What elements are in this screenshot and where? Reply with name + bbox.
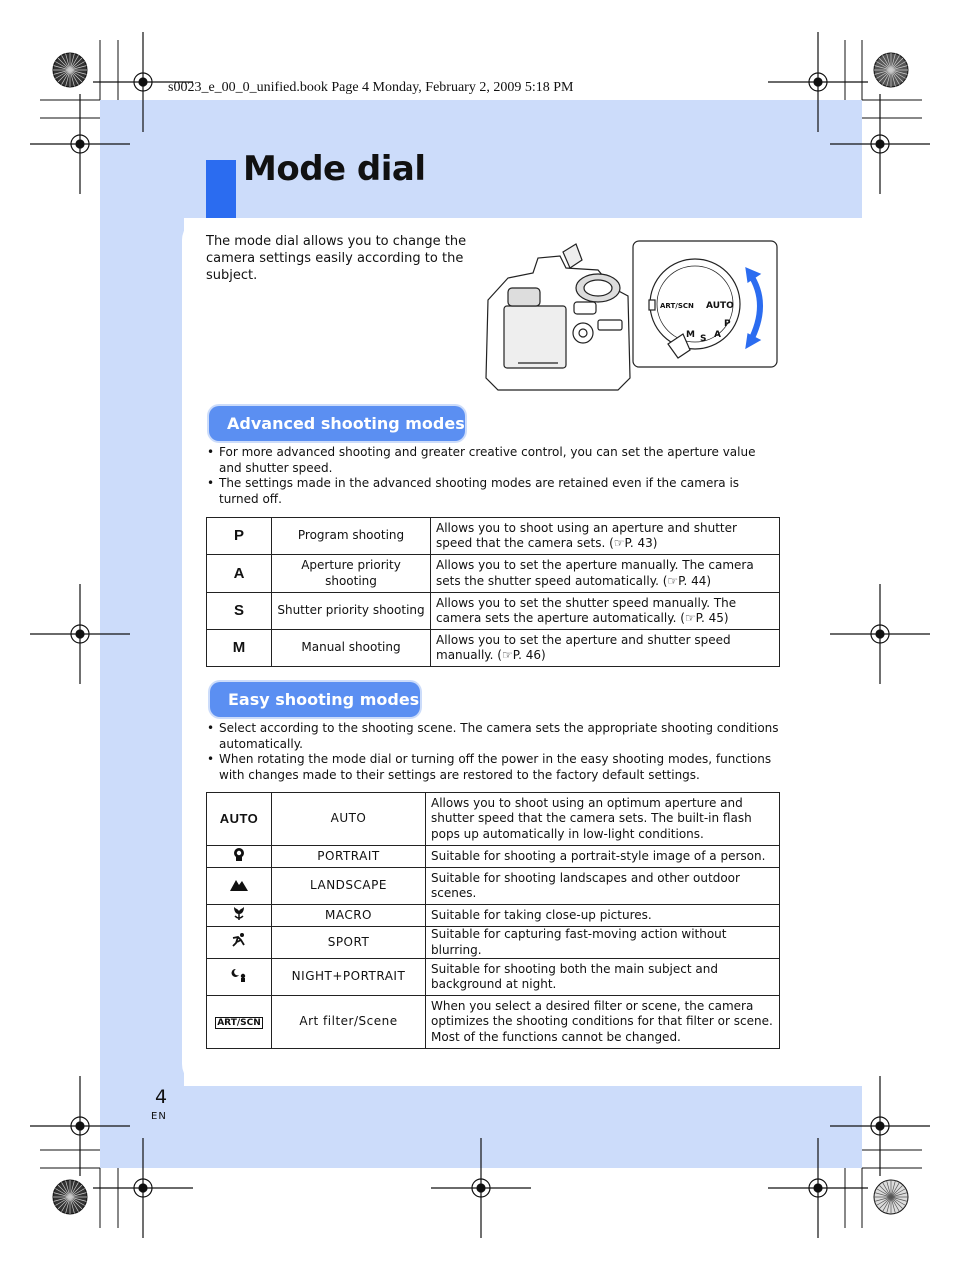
table-row bbox=[207, 630, 780, 667]
table-row bbox=[207, 593, 780, 630]
table-row bbox=[207, 927, 780, 959]
mode-name: PORTRAIT bbox=[272, 846, 426, 868]
title-accent-bar bbox=[206, 160, 236, 218]
advanced-bullets bbox=[206, 445, 780, 507]
registration-mark bbox=[768, 32, 868, 132]
registration-mark bbox=[30, 584, 130, 684]
auto-icon bbox=[207, 793, 272, 846]
mode-symbol: A bbox=[207, 555, 272, 593]
table-row bbox=[207, 555, 780, 593]
mode-name: Manual shooting bbox=[272, 630, 431, 667]
color-target-mark bbox=[874, 53, 908, 87]
mode-dial-zoom bbox=[633, 241, 777, 367]
intro-text: The mode dial allows you to change the camera settings easily according to the subject. bbox=[206, 234, 467, 283]
file-info-header: s0023_e_00_0_unified.book Page 4 Monday, February 2, 2009 5:18 PM bbox=[168, 80, 574, 95]
mode-name: NIGHT+PORTRAIT bbox=[272, 959, 426, 996]
color-target-mark bbox=[53, 53, 87, 87]
art-scn-symbol-text: ART/SCN bbox=[217, 1018, 261, 1029]
mode-description: Allows you to shoot using an aperture and shutter speed that the camera sets. (☞P. 43) bbox=[431, 518, 780, 555]
camera-body-drawing bbox=[486, 244, 630, 390]
camera-mode-dial-illustration bbox=[478, 238, 780, 396]
mode-name: Art filter/Scene bbox=[272, 996, 426, 1049]
mode-name: AUTO bbox=[272, 793, 426, 846]
bullet-item: • Select according to the shooting scene. The camera sets the appropriate shooting conditions automatically. bbox=[206, 721, 780, 752]
mode-description: Suitable for shooting a portrait-style image of a person. bbox=[426, 846, 780, 868]
bullet-item: • For more advanced shooting and greater creative control, you can set the aperture value and shutter speed. bbox=[206, 445, 780, 476]
night-portrait-icon bbox=[207, 959, 272, 996]
mode-description: When you select a desired filter or scene, the camera optimizes the shooting conditions for that filter or scene. Most of the functions cannot be changed. bbox=[426, 996, 780, 1049]
advanced-modes-heading: Advanced shooting modes bbox=[209, 406, 465, 441]
easy-modes-heading: Easy shooting modes bbox=[210, 682, 420, 717]
table-row bbox=[207, 518, 780, 555]
mode-description: Suitable for shooting both the main subject and background at night. bbox=[426, 959, 780, 996]
table-row bbox=[207, 959, 780, 996]
registration-mark bbox=[830, 1076, 930, 1176]
mode-name: MACRO bbox=[272, 905, 426, 927]
page-title: Mode dial bbox=[243, 149, 426, 189]
table-row bbox=[207, 868, 780, 905]
registration-mark bbox=[830, 94, 930, 194]
table-row bbox=[207, 905, 780, 927]
easy-bullets bbox=[206, 721, 780, 783]
table-row bbox=[207, 793, 780, 846]
mode-symbol: S bbox=[207, 593, 272, 630]
dial-label-a: A bbox=[714, 330, 721, 340]
mode-name: SPORT bbox=[272, 927, 426, 959]
bullet-item: • The settings made in the advanced shooting modes are retained even if the camera is turned off. bbox=[206, 476, 780, 507]
registration-mark bbox=[30, 94, 130, 194]
macro-icon bbox=[207, 905, 272, 927]
auto-symbol-text: AUTO bbox=[219, 810, 259, 826]
table-row bbox=[207, 996, 780, 1049]
mode-description: Allows you to set the aperture manually. The camera sets the shutter speed automatically. (☞P. 44) bbox=[431, 555, 780, 593]
mode-symbol: M bbox=[207, 630, 272, 667]
mode-name: Shutter priority shooting bbox=[272, 593, 431, 630]
mode-name: LANDSCAPE bbox=[272, 868, 426, 905]
easy-modes-table bbox=[206, 792, 780, 1049]
advanced-modes-table bbox=[206, 517, 780, 667]
mode-description: Allows you to set the shutter speed manually. The camera sets the aperture automatically. (☞P. 45) bbox=[431, 593, 780, 630]
dial-label-m: M bbox=[686, 330, 695, 340]
registration-mark bbox=[431, 1138, 531, 1238]
mode-symbol: P bbox=[207, 518, 272, 555]
registration-mark bbox=[30, 1076, 130, 1176]
registration-mark bbox=[768, 1138, 868, 1238]
sport-icon bbox=[207, 927, 272, 959]
mode-description: Allows you to shoot using an optimum aperture and shutter speed that the camera sets. The built-in flash pops up automatically in low-light conditions. bbox=[426, 793, 780, 846]
language-code: EN bbox=[151, 1111, 167, 1122]
dial-label-auto: AUTO bbox=[706, 301, 734, 311]
mode-description: Suitable for shooting landscapes and other outdoor scenes. bbox=[426, 868, 780, 905]
bullet-item: • When rotating the mode dial or turning off the power in the easy shooting modes, functions with changes made to their settings are restored to the factory default settings. bbox=[206, 752, 780, 783]
mode-description: Allows you to set the aperture and shutter speed manually. (☞P. 46) bbox=[431, 630, 780, 667]
table-row bbox=[207, 846, 780, 868]
dial-label-art-scn: ART/SCN bbox=[660, 302, 694, 310]
color-target-mark bbox=[874, 1180, 908, 1214]
art-scn-icon bbox=[207, 996, 272, 1049]
dial-label-p: P bbox=[724, 319, 731, 329]
page-number: 4 bbox=[155, 1086, 168, 1108]
mode-description: Suitable for capturing fast-moving action without blurring. bbox=[426, 927, 780, 959]
portrait-icon bbox=[207, 846, 272, 868]
mode-name: Aperture priority shooting bbox=[272, 555, 431, 593]
mode-name: Program shooting bbox=[272, 518, 431, 555]
dial-label-s: S bbox=[700, 334, 707, 344]
color-target-mark bbox=[53, 1180, 87, 1214]
registration-mark bbox=[93, 1138, 193, 1238]
registration-mark bbox=[830, 584, 930, 684]
mode-description: Suitable for taking close-up pictures. bbox=[426, 905, 780, 927]
landscape-icon bbox=[207, 868, 272, 905]
